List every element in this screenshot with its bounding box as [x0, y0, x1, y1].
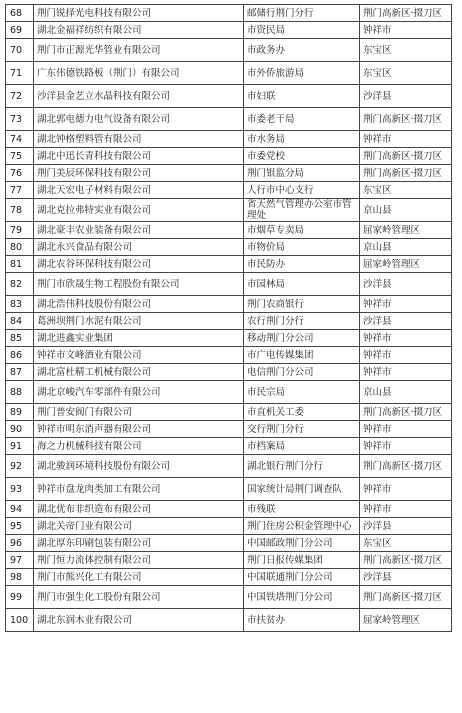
row-number-cell: 81 — [6, 256, 34, 273]
recommending-unit-cell: 市残联 — [244, 501, 360, 518]
row-number-cell: 83 — [6, 296, 34, 313]
region-cell: 沙洋县 — [360, 273, 452, 296]
region-cell: 钟祥市 — [360, 131, 452, 148]
recommending-unit-cell: 中国铁塔荆门分公司 — [244, 586, 360, 609]
row-number-cell: 72 — [6, 85, 34, 108]
table-row — [6, 501, 452, 518]
row-number-cell: 73 — [6, 108, 34, 131]
recommending-unit-cell: 市水务局 — [244, 131, 360, 148]
region-cell: 荆门高新区·掇刀区 — [360, 5, 452, 22]
table-row — [6, 313, 452, 330]
row-number-cell: 97 — [6, 552, 34, 569]
table-row — [6, 273, 452, 296]
table-row — [6, 586, 452, 609]
company-name-cell: 荆门美辰环保科技有限公司 — [34, 165, 244, 182]
table-row — [6, 518, 452, 535]
region-cell: 钟祥市 — [360, 421, 452, 438]
recommending-unit-cell: 市广电传媒集团 — [244, 347, 360, 364]
region-cell: 钟祥市 — [360, 478, 452, 501]
table-row — [6, 131, 452, 148]
row-number-cell: 86 — [6, 347, 34, 364]
row-number-cell: 70 — [6, 39, 34, 62]
region-cell: 钟祥市 — [360, 22, 452, 39]
recommending-unit-cell: 市委老干局 — [244, 108, 360, 131]
row-number-cell: 74 — [6, 131, 34, 148]
row-number-cell: 80 — [6, 239, 34, 256]
row-number-cell: 76 — [6, 165, 34, 182]
company-name-cell: 湖北进鑫实业集团 — [34, 330, 244, 347]
recommending-unit-cell: 市园林局 — [244, 273, 360, 296]
table-row — [6, 455, 452, 478]
row-number-cell: 82 — [6, 273, 34, 296]
table-row — [6, 256, 452, 273]
recommending-unit-cell: 中国联通荆门分公司 — [244, 569, 360, 586]
row-number-cell: 95 — [6, 518, 34, 535]
company-name-cell: 湖北京峻汽车零部件有限公司 — [34, 381, 244, 404]
company-name-cell: 湖北优布非织造布有限公司 — [34, 501, 244, 518]
row-number-cell: 96 — [6, 535, 34, 552]
company-name-cell: 湖北骏润环境科技股份有限公司 — [34, 455, 244, 478]
region-cell: 京山县 — [360, 199, 452, 222]
region-cell: 荆门高新区·掇刀区 — [360, 455, 452, 478]
table-row — [6, 148, 452, 165]
company-name-cell: 荆门市欣晟生物工程股份有限公司 — [34, 273, 244, 296]
recommending-unit-cell: 市物价局 — [244, 239, 360, 256]
region-cell: 荆门高新区·掇刀区 — [360, 165, 452, 182]
company-name-cell: 湖北克拉弗特实业有限公司 — [34, 199, 244, 222]
row-number-cell: 68 — [6, 5, 34, 22]
recommending-unit-cell: 湖北银行荆门分行 — [244, 455, 360, 478]
recommending-unit-cell: 移动荆门分公司 — [244, 330, 360, 347]
company-name-cell: 葛洲坝荆门水泥有限公司 — [34, 313, 244, 330]
recommending-unit-cell: 荆门农商银行 — [244, 296, 360, 313]
region-cell: 屈家岭管理区 — [360, 256, 452, 273]
table-row — [6, 85, 452, 108]
row-number-cell: 91 — [6, 438, 34, 455]
table-row — [6, 438, 452, 455]
recommending-unit-cell: 交行荆门分行 — [244, 421, 360, 438]
table-row — [6, 62, 452, 85]
table-row — [6, 182, 452, 199]
company-name-cell: 湖北中迅长青科技有限公司 — [34, 148, 244, 165]
table-body — [6, 5, 452, 632]
row-number-cell: 94 — [6, 501, 34, 518]
table-row — [6, 569, 452, 586]
company-name-cell: 钟祥市文峰酒业有限公司 — [34, 347, 244, 364]
table-row — [6, 364, 452, 381]
company-name-cell: 湖北金福祥纺织有限公司 — [34, 22, 244, 39]
table-row — [6, 39, 452, 62]
company-name-cell: 湖北郭电德力电气设备有限公司 — [34, 108, 244, 131]
region-cell: 钟祥市 — [360, 347, 452, 364]
region-cell: 荆门高新区·掇刀区 — [360, 404, 452, 421]
recommending-unit-cell: 市民宗局 — [244, 381, 360, 404]
table-row — [6, 199, 452, 222]
recommending-unit-cell: 人行市中心支行 — [244, 182, 360, 199]
region-cell: 屈家岭管理区 — [360, 609, 452, 632]
region-cell: 东宝区 — [360, 39, 452, 62]
region-cell: 钟祥市 — [360, 438, 452, 455]
company-name-cell: 荆门市强生化工股份有限公司 — [34, 586, 244, 609]
recommending-unit-cell: 国家统计局荆门调查队 — [244, 478, 360, 501]
table-row — [6, 421, 452, 438]
company-list-table — [5, 4, 452, 632]
table-row — [6, 108, 452, 131]
company-name-cell: 湖北永兴食品有限公司 — [34, 239, 244, 256]
region-cell: 荆门高新区·掇刀区 — [360, 108, 452, 131]
company-name-cell: 海之力机械科技有限公司 — [34, 438, 244, 455]
region-cell: 东宝区 — [360, 535, 452, 552]
recommending-unit-cell: 市政务办 — [244, 39, 360, 62]
recommending-unit-cell: 市外侨旅游局 — [244, 62, 360, 85]
table-row — [6, 22, 452, 39]
region-cell: 钟祥市 — [360, 501, 452, 518]
company-name-cell: 湖北天宏电子材料有限公司 — [34, 182, 244, 199]
row-number-cell: 84 — [6, 313, 34, 330]
region-cell: 京山县 — [360, 381, 452, 404]
company-name-cell: 钟祥市明东消声器有限公司 — [34, 421, 244, 438]
row-number-cell: 77 — [6, 182, 34, 199]
table-row — [6, 347, 452, 364]
company-name-cell: 广东伟德铁路板（荆门）有限公司 — [34, 62, 244, 85]
table-row — [6, 404, 452, 421]
recommending-unit-cell: 荆门住房公积金管理中心 — [244, 518, 360, 535]
region-cell: 沙洋县 — [360, 313, 452, 330]
region-cell: 京山县 — [360, 239, 452, 256]
recommending-unit-cell: 市妇联 — [244, 85, 360, 108]
recommending-unit-cell: 中国邮政荆门分公司 — [244, 535, 360, 552]
row-number-cell: 100 — [6, 609, 34, 632]
recommending-unit-cell: 市档案局 — [244, 438, 360, 455]
row-number-cell: 75 — [6, 148, 34, 165]
row-number-cell: 89 — [6, 404, 34, 421]
company-name-cell: 荆门市熊兴化工有限公司 — [34, 569, 244, 586]
row-number-cell: 79 — [6, 222, 34, 239]
row-number-cell: 98 — [6, 569, 34, 586]
table-row — [6, 330, 452, 347]
recommending-unit-cell: 省天然气管理办公室市管理处 — [244, 199, 360, 222]
region-cell: 沙洋县 — [360, 85, 452, 108]
row-number-cell: 90 — [6, 421, 34, 438]
region-cell: 荆门高新区·掇刀区 — [360, 148, 452, 165]
recommending-unit-cell: 电信荆门分公司 — [244, 364, 360, 381]
company-name-cell: 荆门市正源光华管业有限公司 — [34, 39, 244, 62]
recommending-unit-cell: 市委党校 — [244, 148, 360, 165]
row-number-cell: 71 — [6, 62, 34, 85]
row-number-cell: 88 — [6, 381, 34, 404]
recommending-unit-cell: 市扶贫办 — [244, 609, 360, 632]
company-name-cell: 钟祥市盘龙肉类加工有限公司 — [34, 478, 244, 501]
recommending-unit-cell: 市资民局 — [244, 22, 360, 39]
row-number-cell: 87 — [6, 364, 34, 381]
company-name-cell: 荆门普安阀门有限公司 — [34, 404, 244, 421]
region-cell: 荆门高新区·掇刀区 — [360, 586, 452, 609]
company-name-cell: 湖北浩伟科技股份有限公司 — [34, 296, 244, 313]
company-name-cell: 沙洋县金艺立水晶科技有限公司 — [34, 85, 244, 108]
company-name-cell: 湖北东润木业有限公司 — [34, 609, 244, 632]
table-row — [6, 5, 452, 22]
region-cell: 沙洋县 — [360, 518, 452, 535]
row-number-cell: 69 — [6, 22, 34, 39]
recommending-unit-cell: 荆门银监分局 — [244, 165, 360, 182]
region-cell: 钟祥市 — [360, 296, 452, 313]
recommending-unit-cell: 荆门日报传媒集团 — [244, 552, 360, 569]
table-row — [6, 478, 452, 501]
table-row — [6, 165, 452, 182]
recommending-unit-cell: 市民防办 — [244, 256, 360, 273]
table-row — [6, 609, 452, 632]
recommending-unit-cell: 市烟草专卖局 — [244, 222, 360, 239]
company-name-cell: 荆门恒力流体控制有限公司 — [34, 552, 244, 569]
table-row — [6, 381, 452, 404]
company-name-cell: 湖北钟格塑料管有限公司 — [34, 131, 244, 148]
recommending-unit-cell: 市直机关工委 — [244, 404, 360, 421]
table-row — [6, 552, 452, 569]
region-cell: 沙洋县 — [360, 569, 452, 586]
company-name-cell: 荆门锐择光电科技有限公司 — [34, 5, 244, 22]
row-number-cell: 99 — [6, 586, 34, 609]
region-cell: 东宝区 — [360, 62, 452, 85]
company-name-cell: 湖北厚东印刷包装有限公司 — [34, 535, 244, 552]
table-row — [6, 296, 452, 313]
row-number-cell: 85 — [6, 330, 34, 347]
region-cell: 东宝区 — [360, 182, 452, 199]
company-name-cell: 湖北富杜精工机械有限公司 — [34, 364, 244, 381]
row-number-cell: 78 — [6, 199, 34, 222]
region-cell: 钟祥市 — [360, 364, 452, 381]
company-name-cell: 湖北关帝门业有限公司 — [34, 518, 244, 535]
table-row — [6, 222, 452, 239]
row-number-cell: 93 — [6, 478, 34, 501]
table-row — [6, 239, 452, 256]
row-number-cell: 92 — [6, 455, 34, 478]
table-row — [6, 535, 452, 552]
recommending-unit-cell: 邮储行荆门分行 — [244, 5, 360, 22]
region-cell: 屈家岭管理区 — [360, 222, 452, 239]
region-cell: 荆门高新区·掇刀区 — [360, 552, 452, 569]
recommending-unit-cell: 农行荆门分行 — [244, 313, 360, 330]
region-cell: 钟祥市 — [360, 330, 452, 347]
company-name-cell: 湖北豪丰农业装备有限公司 — [34, 222, 244, 239]
company-name-cell: 湖北农谷环保科技有限公司 — [34, 256, 244, 273]
